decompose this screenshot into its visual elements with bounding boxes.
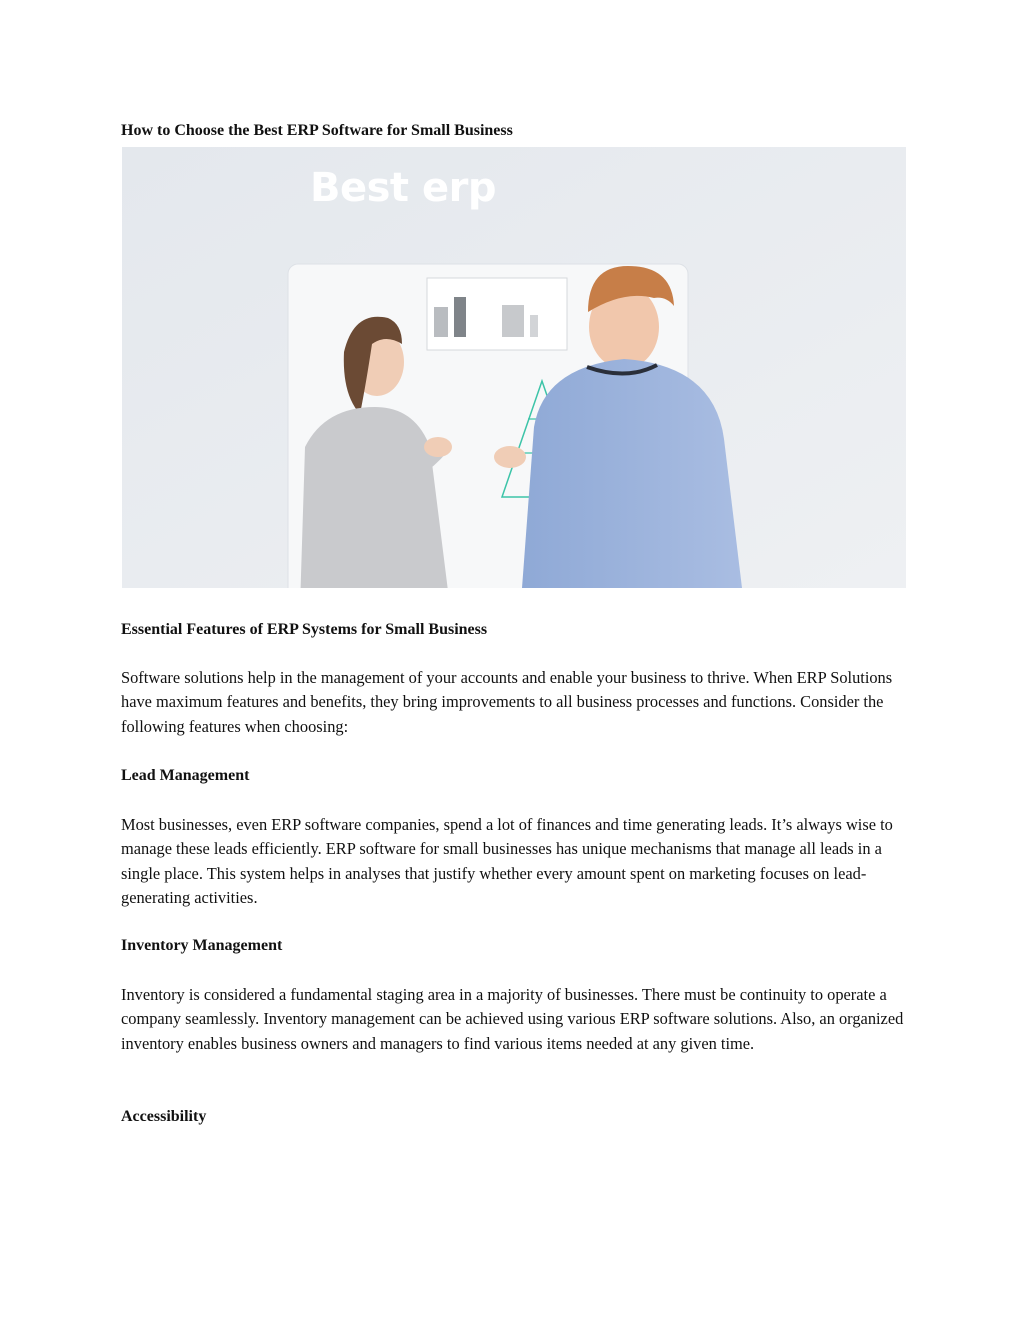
section-heading-accessibility: Accessibility: [121, 1108, 207, 1125]
section-heading-lead-management: Lead Management: [121, 767, 250, 784]
section-body-essential-features: Software solutions help in the management of your accounts and enable your business to thrive. When ERP Solutions have maximum features and benefits, they bring improvements to all business processes and functions. Consider the following features when choosing:: [121, 668, 893, 736]
hero-photo-illustration: [122, 147, 906, 588]
section-heading-essential-features: Essential Features of ERP Systems for Small Business: [121, 621, 488, 638]
section-heading-inventory-management: Inventory Management: [121, 937, 283, 954]
section-body-lead-management: Most businesses, even ERP software companies, spend a lot of finances and time generating leads. It’s always wise to manage these leads efficiently. ERP software for small businesses has unique mechanisms that manage all leads in a single place. This system helps in analyses that justify whether every amount spent on marketing focuses on lead-generating activities.: [121, 815, 893, 907]
section-body-inventory-management: Inventory is considered a fundamental staging area in a majority of businesses. There must be continuity to operate a company seamlessly. Inventory management can be achieved using various ERP software solutions. Also, an organized inventory enables business owners and managers to find various items needed at any given time.: [121, 985, 904, 1053]
document-title: How to Choose the Best ERP Software for Small Business: [121, 122, 513, 139]
hero-image-caption: Best erp: [310, 165, 496, 211]
hero-image: [122, 147, 906, 588]
